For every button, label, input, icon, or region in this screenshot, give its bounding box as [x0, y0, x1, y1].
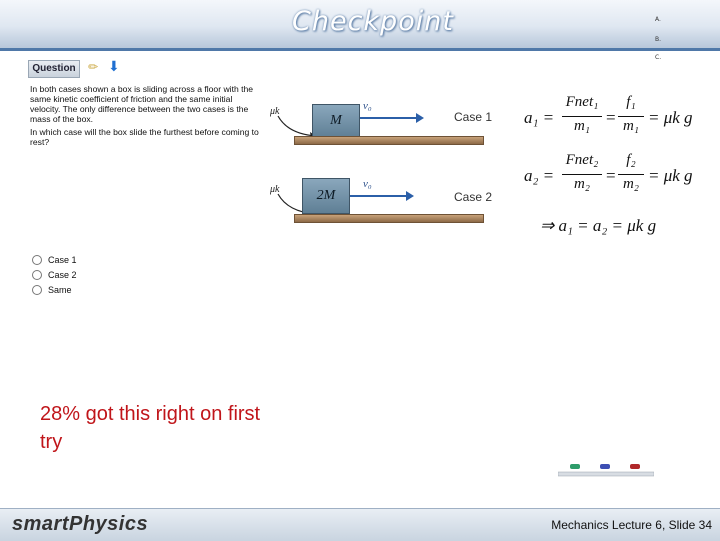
eq2-rhs: = μk g [648, 166, 693, 185]
floor-surface [294, 214, 484, 223]
eq1-lhs: a₁ = [524, 108, 555, 127]
friction-coefficient-label: μk [270, 106, 280, 117]
equation-conclusion: ⇒ a₁ = a₂ = μk g [540, 216, 657, 235]
box-mass-m: M [312, 104, 360, 138]
velocity-arrow-icon [350, 190, 414, 202]
choice-case-1[interactable] [32, 252, 77, 267]
fraction-bar [562, 174, 602, 175]
friction-coefficient-label: μk [270, 184, 280, 195]
eq1-frac1-den: m₁ [573, 118, 591, 134]
option-letter-c: C. [655, 54, 662, 61]
red-marker-icon[interactable] [630, 464, 640, 469]
fraction-bar [618, 116, 644, 117]
equation-case-1 [518, 94, 708, 142]
eq2-frac2-num: f₂ [626, 152, 636, 168]
case-2-label: Case 2 [454, 190, 493, 204]
choice-label: Case 2 [48, 269, 77, 280]
question-text [30, 84, 260, 150]
velocity-label: v₀ [363, 100, 372, 112]
smartphysics-logo: smartPhysics [12, 513, 149, 535]
question-tab[interactable]: Question [28, 60, 80, 78]
floor-surface [294, 136, 484, 145]
question-prompt: In which case will the box slide the furthest before coming to rest? [30, 127, 259, 147]
choice-label: Case 1 [48, 254, 77, 265]
choice-case-2[interactable] [32, 267, 77, 282]
eq2-frac1-num: Fnet₂ [565, 152, 599, 168]
option-letter-b: B. [655, 36, 662, 43]
radio-button[interactable] [32, 270, 42, 280]
eq2-frac1-den: m₂ [573, 176, 591, 192]
choice-label: Same [48, 284, 72, 295]
eq2-frac2-den: m₂ [622, 176, 640, 192]
box-mass-2m: 2M [302, 178, 350, 214]
pencil-icon[interactable]: ✏ [88, 60, 99, 74]
eq1-frac2-num: f₁ [626, 94, 636, 110]
question-paragraph: In both cases shown a box is sliding across a floor with the same kinetic coefficient of friction and the same initial velocity. The only difference between the two cases is the mass of the box. [30, 84, 254, 124]
footer-bar [0, 508, 720, 541]
velocity-label: v₀ [363, 178, 372, 190]
slide-toolbar [558, 462, 654, 472]
radio-button[interactable] [32, 285, 42, 295]
result-statistic: 28% got this right on first try [40, 403, 261, 453]
radio-button[interactable] [32, 255, 42, 265]
option-letter-a: A. [655, 16, 661, 23]
fraction-bar [562, 116, 602, 117]
question-panel [28, 58, 260, 298]
blue-marker-icon[interactable] [600, 464, 610, 469]
title-bar [0, 0, 720, 51]
case-2-diagram [268, 178, 498, 228]
case-1-label: Case 1 [454, 110, 493, 124]
equation-case-2 [518, 152, 708, 200]
eq1-frac2-den: m₁ [622, 118, 640, 134]
eq1-rhs: = μk g [648, 108, 693, 127]
case-1-diagram [268, 100, 498, 150]
fraction-bar [618, 174, 644, 175]
eq1-frac1-num: Fnet₁ [565, 94, 599, 110]
download-arrow-icon[interactable]: ⬇ [108, 59, 120, 75]
velocity-arrow-icon [360, 112, 424, 124]
green-marker-icon[interactable] [570, 464, 580, 469]
eq1-equals: = [606, 108, 616, 127]
answer-choices [32, 252, 77, 297]
slide-info: Mechanics Lecture 6, Slide 34 [551, 518, 712, 532]
choice-same[interactable] [32, 282, 77, 297]
eq2-lhs: a₂ = [524, 166, 555, 185]
eq2-equals: = [606, 166, 616, 185]
page-title: Checkpoint [292, 6, 454, 37]
